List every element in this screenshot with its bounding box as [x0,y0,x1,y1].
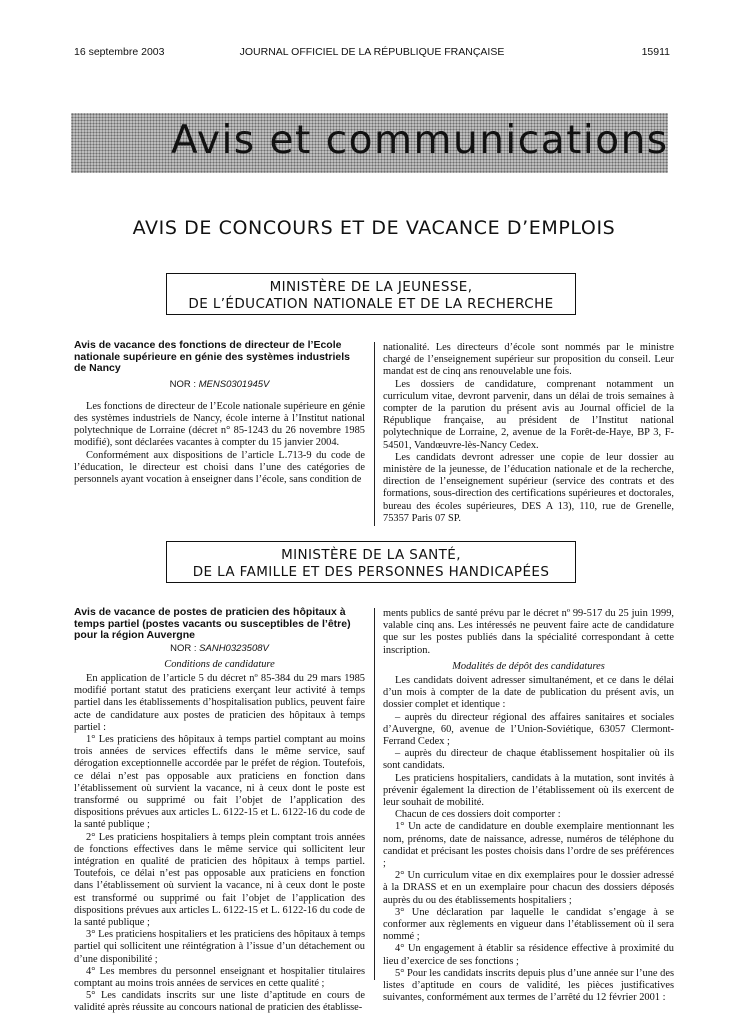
paragraph: Chacun de ces dossiers doit comporter : [395,809,561,821]
paragraph: Les praticiens hospitaliers, candidats à la mutation, sont invités à prévenir également la direction de l’établissement où ils exercent de leur souhait de mobilité. [383,772,674,809]
ministry-line-2: DE LA FAMILLE ET DES PERSONNES HANDICAPÉES [192,564,550,580]
paragraph: 5° Pour les candidats inscrits depuis plus d’une année sur l’une des listes d’aptitude en cours de validité, les pièces justificatives suivantes, conformément aux termes de l’arrêté du 12 février 2001 : [383,967,674,1004]
paragraph: Les candidats devront adresser une copie de leur dossier au ministère de la jeunesse, de l’éducation nationale et de la recherche, direction de l’enseignement supérieur (service des contrats et des formations, sous-direction des certifications supérieures et doctorales, bureau des écoles supérieures, DES A 13), 110, rue de Grenelle, 75357 Paris 07 SP. [383,451,674,524]
header-journal-title: JOURNAL OFFICIEL DE LA RÉPUBLIQUE FRANÇAISE [239,46,505,58]
column-divider [374,608,375,980]
paragraph: Les dossiers de candidature, comprenant notamment un curriculum vitae, devront parvenir, dans un délai de trois semaines à compter de la parution du présent avis au Journal officiel de la République française, au président de l’Institut national polytechnique de Lorraine, 2, avenue de la Forêt-de-Haye, BP 3, F-54501, Vandœuvre-lès-Nancy Cedex. [383,378,674,451]
paragraph: 5° Les candidats inscrits sur une liste d’aptitude en cours de validité après réussite au concours national de praticien des établisse- [74,990,365,1014]
header-date: 16 septembre 2003 [74,46,165,58]
article2-title: Avis de vacance de postes de praticien des hôpitaux à temps partiel (postes vacants ou susceptibles de l’être) pour la région Auvergne [74,606,351,641]
article2-left-subtitle: Conditions de candidature [164,658,275,670]
nor-label: NOR : [169,378,196,390]
article1-right-column [383,342,674,530]
paragraph: 3° Une déclaration par laquelle le candidat s’engage à se conformer aux règlements en vigueur dans l’établissement où il sera nommé ; [383,906,674,943]
article1-nor [74,379,365,391]
paragraph: Les fonctions de directeur de l’Ecole nationale supérieure en génie des systèmes industriels de Nancy, école interne à l’Institut national polytechnique de Lorraine (décret n° 85-1243 du 26 novembre 1985 modifié), sont déclarées vacantes à compter du 15 janvier 2004. [74,400,365,449]
ministry-box-education [166,273,576,315]
paragraph: nationalité. Les directeurs d’école sont nommés par le ministre chargé de l’enseignement supérieur sur proposition du conseil. Leur mandat est de cinq ans renouvelable une fois. [383,342,674,378]
paragraph: ments publics de santé prévu par le décret nº 99-517 du 25 juin 1999, valable cinq ans. Les intéressés ne peuvent faire acte de candidature que sur les postes publiés dans la spécialité correspondant à cette inscription. [383,608,674,656]
nor-label: NOR : [170,642,197,654]
ministry-line-1: MINISTÈRE DE LA JEUNESSE, [269,279,473,295]
article2-nor [74,643,365,655]
article1-title: Avis de vacance des fonctions de directeur de l’Ecole nationale supérieure en génie des systèmes industriels de Nancy [74,339,351,374]
article1-left-column [74,340,365,530]
column-divider [374,342,375,526]
ministry-line-2: DE L’ÉDUCATION NATIONALE ET DE LA RECHERCHE [188,296,554,312]
running-header [74,46,670,60]
paragraph: 2° Un curriculum vitae en dix exemplaires pour le dossier adressé à la DRASS et en un exemplaire pour chacun des dossiers déposés auprès du ou des établissements hospitaliers ; [383,870,674,906]
paragraph: – auprès du directeur de chaque établissement hospitalier où ils sont candidats. [383,748,674,772]
paragraph: – auprès du directeur régional des affaires sanitaires et sociales d’Auvergne, 60, avenue de l’Union-Soviétique, 63057 Clermont-Ferrand Cedex ; [383,711,674,748]
paragraph: Les candidats doivent adresser simultanément, et ce dans le délai d’un mois à compter de la date de publication du présent avis, un dossier complet et identique : [383,675,674,711]
paragraph: 1° Les praticiens des hôpitaux à temps partiel comptant au moins trois années de services effectifs dans le même service, sauf dérogation exceptionnelle accordée par le préfet de région. Toutefois, ce délai n’est pas opposable aux praticiens en fonction dans l’établissement où survient la vacance, ni à ceux dont le poste est transformé ou supprimé ou fait l’objet de l’application des dispositions prévues aux articles L. 6122-15 et L. 6122-16 du code de la santé publique ; [74,733,365,831]
article2-left-column [74,606,365,1014]
paragraph: 4° Les membres du personnel enseignant et hospitalier titulaires comptant au moins trois années de services en cette qualité ; [74,965,365,989]
paragraph: 2° Les praticiens hospitaliers à temps plein comptant trois années de fonctions effectives dans le même service qui sollicitent leur intégration en qualité de praticien des hôpitaux à temps partiel. Toutefois, ce délai n’est pas opposable aux praticiens en fonction dans l’établissement où survient la vacance, ni à ceux dont le poste est transformé ou supprimé ou fait l’objet de l’application des dispositions prévues aux articles L. 6122-15 et L. 6122-16 du code de la santé publique ; [74,831,365,928]
banner-title: Avis et communications [171,118,669,163]
nor-code: SANH0323508V [199,642,269,654]
paragraph: 1° Un acte de candidature en double exemplaire mentionnant les nom, prénoms, date de naissance, adresse, numéros de téléphone du candidat et précisant les postes choisis dans l’ordre de ses préférences ; [383,821,674,870]
ministry-line-1: MINISTÈRE DE LA SANTÉ, [281,547,461,563]
header-page-number: 15911 [641,46,670,58]
section-banner [71,113,668,173]
paragraph: En application de l’article 5 du décret nº 85-384 du 29 mars 1985 modifié portant statut des praticiens exerçant leur activité à temps partiel dans les établissements d’hospitalisation publics, peuvent faire acte de candidature aux postes de praticien des hôpitaux à temps partiel : [74,672,365,733]
section-title: AVIS DE CONCOURS ET DE VACANCE D’EMPLOIS [132,217,616,239]
paragraph: 4° Un engagement à établir sa résidence effective à proximité du lieu d’exercice de ses fonctions ; [383,943,674,967]
article2-right-column [383,608,674,1004]
paragraph: 3° Les praticiens hospitaliers et les praticiens des hôpitaux à temps partiel qui sollicitent une réintégration à l’issue d’un détachement ou d’une disponibilité ; [74,929,365,965]
nor-code: MENS0301945V [198,378,270,390]
ministry-box-health [166,541,576,583]
article2-right-subtitle: Modalités de dépôt des candidatures [452,660,605,672]
paragraph: Conformément aux dispositions de l’article L.713-9 du code de l’éducation, le directeur est choisi dans l’une des catégories de personnels ayant vocation à enseigner dans l’école, sans condition de [74,449,365,485]
